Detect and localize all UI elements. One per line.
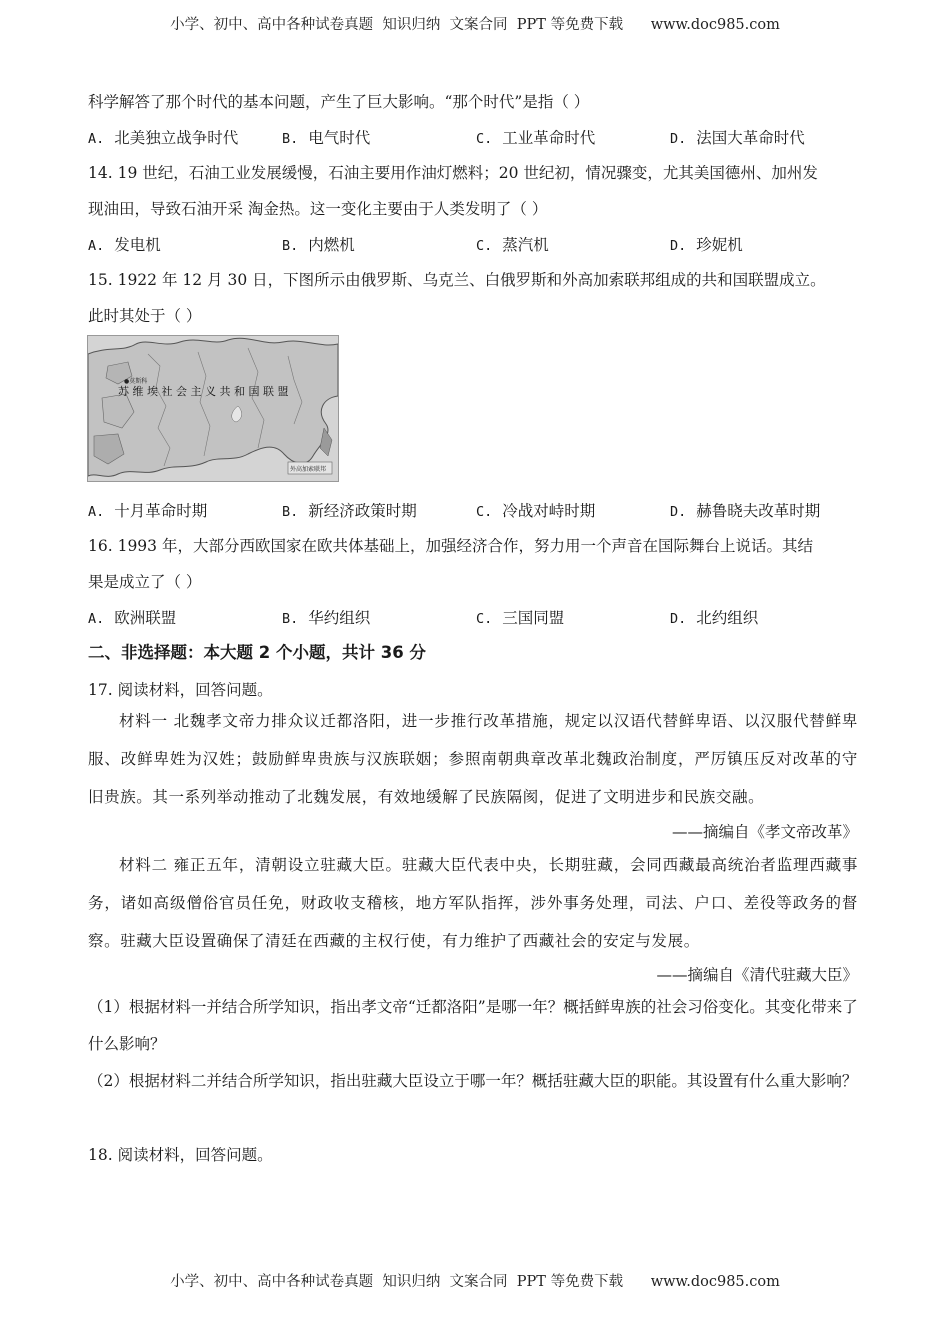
option-letter: D.	[670, 131, 687, 147]
option-letter: C.	[476, 611, 493, 627]
q14-option-d[interactable]	[670, 233, 743, 255]
q15-stem-line2: 此时其处于（ ）	[88, 307, 202, 325]
option-text: 赫鲁晓夫改革时期	[696, 502, 821, 520]
option-text: 北美独立战争时代	[114, 129, 239, 147]
option-text: 三国同盟	[502, 609, 565, 627]
q18-intro: 18. 阅读材料，回答问题。	[88, 1146, 273, 1164]
q13-option-b[interactable]	[282, 126, 370, 148]
material-2-text: 材料二 雍正五年，清朝设立驻藏大臣。驻藏大臣代表中央，长期驻藏，会同西藏最高统治者监理西藏事务，诸如高级僧俗官员任免，财政收支稽核，地方军队指挥，涉外事务处理，司法、户口、差役等政务的督察。驻藏大臣设置确保了清廷在西藏的主权行使，有力维护了西藏社会的安定与发展。	[88, 856, 858, 950]
option-text: 欧洲联盟	[114, 609, 177, 627]
map-corner-note: 外高加索联邦	[290, 466, 327, 473]
q13-option-a[interactable]	[88, 126, 238, 148]
option-text: 法国大革命时代	[696, 129, 805, 147]
q13-options	[88, 126, 888, 148]
q14-option-a[interactable]	[88, 233, 161, 255]
map-capital-label: ●莫斯科	[124, 378, 148, 385]
q15-option-a[interactable]	[88, 499, 207, 521]
q13-stem: 科学解答了那个时代的基本问题，产生了巨大影响。“那个时代”是指（ ）	[88, 93, 590, 111]
option-letter: A.	[88, 504, 105, 520]
q16-option-a[interactable]	[88, 606, 176, 628]
option-text: 华约组织	[308, 609, 371, 627]
option-letter: A.	[88, 238, 105, 254]
option-text: 新经济政策时期	[308, 502, 417, 520]
q14-stem-line2: 现油田，导致石油开采 淘金热。这一变化主要由于人类发明了（ ）	[88, 200, 548, 218]
q17-source-1: ——摘编自《孝文帝改革》	[671, 823, 858, 841]
option-text: 珍妮机	[696, 236, 743, 254]
q14-option-b[interactable]	[282, 233, 355, 255]
q16-options	[88, 606, 888, 628]
section-title: 二、非选择题：本大题 2 个小题，共计 36 分	[88, 643, 426, 662]
q15-stem-line1: 15. 1922 年 12 月 30 日，下图所示由俄罗斯、乌克兰、白俄罗斯和外高加索联邦组成的共和国联盟成立。	[88, 271, 826, 289]
page-header: 小学、初中、高中各种试卷真题 知识归纳 文案合同 PPT 等免费下载 www.doc985.com	[170, 17, 780, 33]
option-letter: C.	[476, 504, 493, 520]
option-letter: A.	[88, 611, 105, 627]
option-text: 十月革命时期	[114, 502, 208, 520]
option-text: 内燃机	[308, 236, 355, 254]
q16-option-c[interactable]	[476, 606, 564, 628]
option-text: 冷战对峙时期	[502, 502, 596, 520]
q15-option-b[interactable]	[282, 499, 417, 521]
q16-option-d[interactable]	[670, 606, 758, 628]
q15-options	[88, 499, 888, 521]
map-drawing	[88, 336, 338, 481]
map-title: 苏维埃社会主义共和国联盟	[118, 385, 292, 398]
q16-stem-line2: 果是成立了（ ）	[88, 573, 202, 591]
q16-stem-line1: 16. 1993 年，大部分西欧国家在欧共体基础上，加强经济合作，努力用一个声音在国际舞台上说话。其结	[88, 537, 813, 555]
option-letter: B.	[282, 131, 299, 147]
option-letter: C.	[476, 131, 493, 147]
q14-stem-line1: 14. 19 世纪，石油工业发展缓慢，石油主要用作油灯燃料；20 世纪初，情况骤变，尤其美国德州、加州发	[88, 164, 818, 182]
page-footer: 小学、初中、高中各种试卷真题 知识归纳 文案合同 PPT 等免费下载 www.doc985.com	[170, 1274, 780, 1290]
material-1-text: 材料一 北魏孝文帝力排众议迁都洛阳，进一步推行改革措施，规定以汉语代替鲜卑语、以汉服代替鲜卑服、改鲜卑姓为汉姓；鼓励鲜卑贵族与汉族联姻；参照南朝典章改革北魏政治制度，严厉镇压反对改革的守旧贵族。其一系列举动推动了北魏发展，有效地缓解了民族隔阂，促进了文明进步和民族交融。	[88, 712, 858, 806]
option-letter: D.	[670, 504, 687, 520]
option-letter: A.	[88, 131, 105, 147]
option-text: 发电机	[114, 236, 161, 254]
option-text: 工业革命时代	[502, 129, 596, 147]
ussr-map-image	[87, 335, 339, 482]
option-letter: B.	[282, 504, 299, 520]
option-text: 电气时代	[308, 129, 371, 147]
q17-sub-question-2: （2）根据材料二并结合所学知识，指出驻藏大臣设立于哪一年？概括驻藏大臣的职能。其设置有什么重大影响？	[88, 1072, 858, 1090]
option-letter: B.	[282, 611, 299, 627]
q13-option-d[interactable]	[670, 126, 805, 148]
option-letter: D.	[670, 238, 687, 254]
option-text: 北约组织	[696, 609, 759, 627]
q17-source-2: ——摘编自《清代驻藏大臣》	[656, 966, 858, 984]
option-letter: D.	[670, 611, 687, 627]
option-text: 蒸汽机	[502, 236, 549, 254]
option-letter: C.	[476, 238, 493, 254]
q16-option-b[interactable]	[282, 606, 370, 628]
q13-option-c[interactable]	[476, 126, 595, 148]
q17-material-1	[88, 702, 858, 816]
option-letter: B.	[282, 238, 299, 254]
q17-intro: 17. 阅读材料，回答问题。	[88, 681, 273, 699]
q17-material-2	[88, 846, 858, 960]
q14-option-c[interactable]	[476, 233, 549, 255]
q15-option-c[interactable]	[476, 499, 595, 521]
q15-option-d[interactable]	[670, 499, 820, 521]
q14-options	[88, 233, 888, 255]
q17-sub-question-1: （1）根据材料一并结合所学知识，指出孝文帝“迁都洛阳”是哪一年？概括鲜卑族的社会习俗变化。其变化带来了什么影响？	[88, 998, 858, 1053]
